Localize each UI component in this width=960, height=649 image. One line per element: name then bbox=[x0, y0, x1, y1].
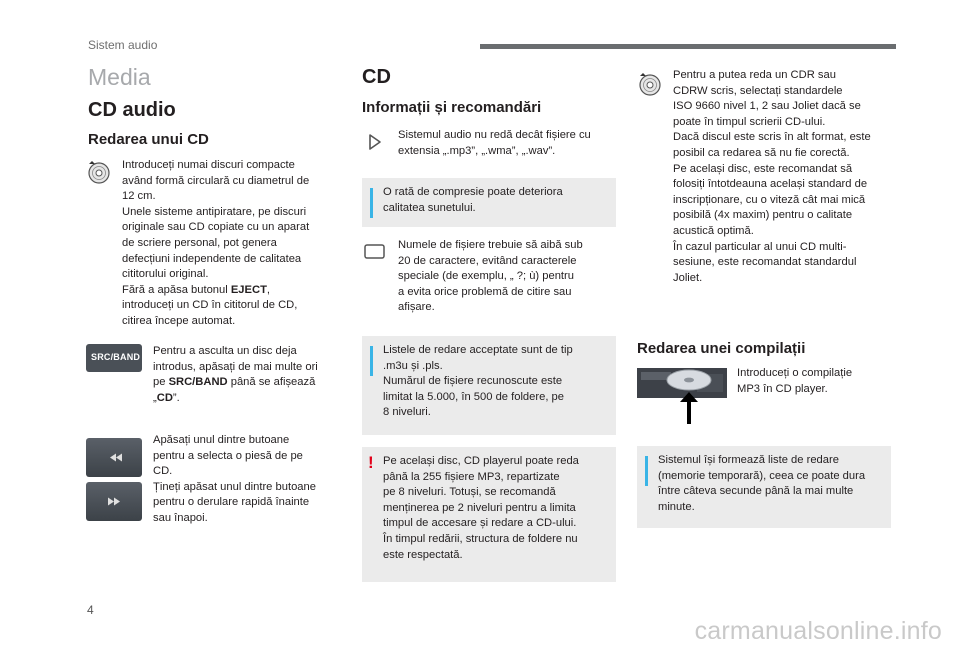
src-band-button-image bbox=[86, 344, 142, 372]
compilatii-heading: Redarea unei compilații bbox=[637, 340, 806, 357]
cd-heading: CD bbox=[362, 66, 391, 88]
page-number: 4 bbox=[87, 603, 94, 617]
src-band-button-label: SRC/BAND bbox=[91, 352, 141, 362]
cd-audio-heading: CD audio bbox=[88, 99, 176, 121]
eject-label: EJECT bbox=[230, 283, 267, 296]
src-band-text-b: până se afișează „ bbox=[153, 376, 316, 404]
src-band-text-c: ”. bbox=[172, 391, 180, 404]
fast-forward-icon bbox=[86, 482, 142, 521]
forward-button-image bbox=[86, 482, 142, 521]
media-title: Media bbox=[88, 64, 151, 90]
info-bar-icon bbox=[370, 346, 373, 376]
playlist-note-text: Listele de redare acceptate sunt de tip .m3u și .pls. Numărul de fișiere recunoscute este limitat la 5.000, în 500 de foldere, pe 8 niveluri. bbox=[383, 344, 573, 419]
cd-insert-text-end: , introduceți un CD în cititorul de CD, citirea începe automat. bbox=[122, 283, 298, 327]
info-bar-icon bbox=[645, 456, 648, 486]
cd-insert-text: Introduceți numai discuri compacte având formă circulară cu diametrul de 12 cm. Unele sisteme antipiratare, pe discuri originale sau CD copiate cu un aparat de scriere personal, pot genera defecțiuni independente de calitatea cititorului original. Fără a apăsa butonul bbox=[122, 159, 310, 296]
info-heading: Informații și recomandări bbox=[362, 99, 542, 116]
cd-disc-icon bbox=[637, 72, 661, 96]
src-band-paragraph bbox=[153, 344, 338, 406]
running-header: Sistem audio bbox=[88, 38, 158, 52]
redarea-cd-heading: Redarea unui CD bbox=[88, 131, 209, 148]
rewind-icon bbox=[86, 438, 142, 477]
rewind-button-image bbox=[86, 438, 142, 477]
src-band-text-a: Pentru a asculta un disc deja introdus, apăsați de mai multe ori pe bbox=[153, 345, 318, 389]
filename-paragraph: Numele de fișiere trebuie să aibă sub 20 de caractere, evitând caracterele speciale (de exemplu, „ ?; ù) pentru a evita orice problemă de citire sau afișare. bbox=[398, 239, 583, 314]
mp3-warning-text: Pe același disc, CD playerul poate reda până la 255 fișiere MP3, repartizate pe 8 niveluri. Totuși, se recomandă menținerea pe 2 niveluri pentru a limita timpul de accesare și redare a CD-ului. În timpul redării, structura de foldere nu este respectată. bbox=[383, 455, 579, 561]
playlist-memory-text: Sistemul își formează liste de redare (memorie temporară), ceea ce poate dura între câteva secunde până la mai multe minute. bbox=[658, 454, 866, 513]
track-select-paragraph: Apăsați unul dintre butoane pentru a selecta o piesă de pe CD. Țineți apăsat unul dintre butoane pentru o derulare rapidă înainte sau înapoi. bbox=[153, 434, 316, 524]
cd-player-image bbox=[637, 368, 727, 424]
info-bar-icon bbox=[370, 188, 373, 218]
warning-icon: ! bbox=[368, 453, 374, 472]
extensions-paragraph: Sistemul audio nu redă decât fișiere cu extensia „.mp3”, „.wma”, „.wav”. bbox=[398, 129, 591, 157]
display-screen-icon bbox=[363, 242, 387, 262]
src-band-bold: SRC/BAND bbox=[168, 376, 228, 389]
playlist-note bbox=[362, 336, 616, 435]
cd-disc-icon bbox=[86, 160, 110, 184]
compression-note bbox=[362, 178, 616, 227]
compilation-paragraph: Introduceți o compilație MP3 în CD player. bbox=[737, 367, 853, 395]
cd-player-icon bbox=[637, 368, 727, 424]
cd-insert-paragraph bbox=[122, 158, 337, 330]
header-bar bbox=[480, 44, 896, 49]
play-icon bbox=[363, 131, 385, 153]
mp3-warning-note bbox=[362, 447, 616, 582]
cd-bold: CD bbox=[156, 391, 173, 404]
cdr-paragraph: Pentru a putea reda un CDR sau CDRW scris, selectați standardele ISO 9660 nivel 1, 2 sau Joliet dacă se poate în timpul scrierii CD-ului. Dacă discul este scris în alt format, este posibil ca redarea să nu fie corectă. Pe același disc, este recomandat să folosiți întotdeauna același standard de inscripționare, cu o viteză cât mai mică posibilă (4x maxim) pentru o calitate acustică optimă. În cazul particular al unui CD multi- sesiune, este recomandat standardul Joliet. bbox=[673, 69, 871, 284]
compression-note-text: O rată de compresie poate deteriora calitatea sunetului. bbox=[383, 186, 563, 214]
playlist-memory-note bbox=[637, 446, 891, 528]
watermark: carmanualsonline.info bbox=[694, 617, 942, 645]
